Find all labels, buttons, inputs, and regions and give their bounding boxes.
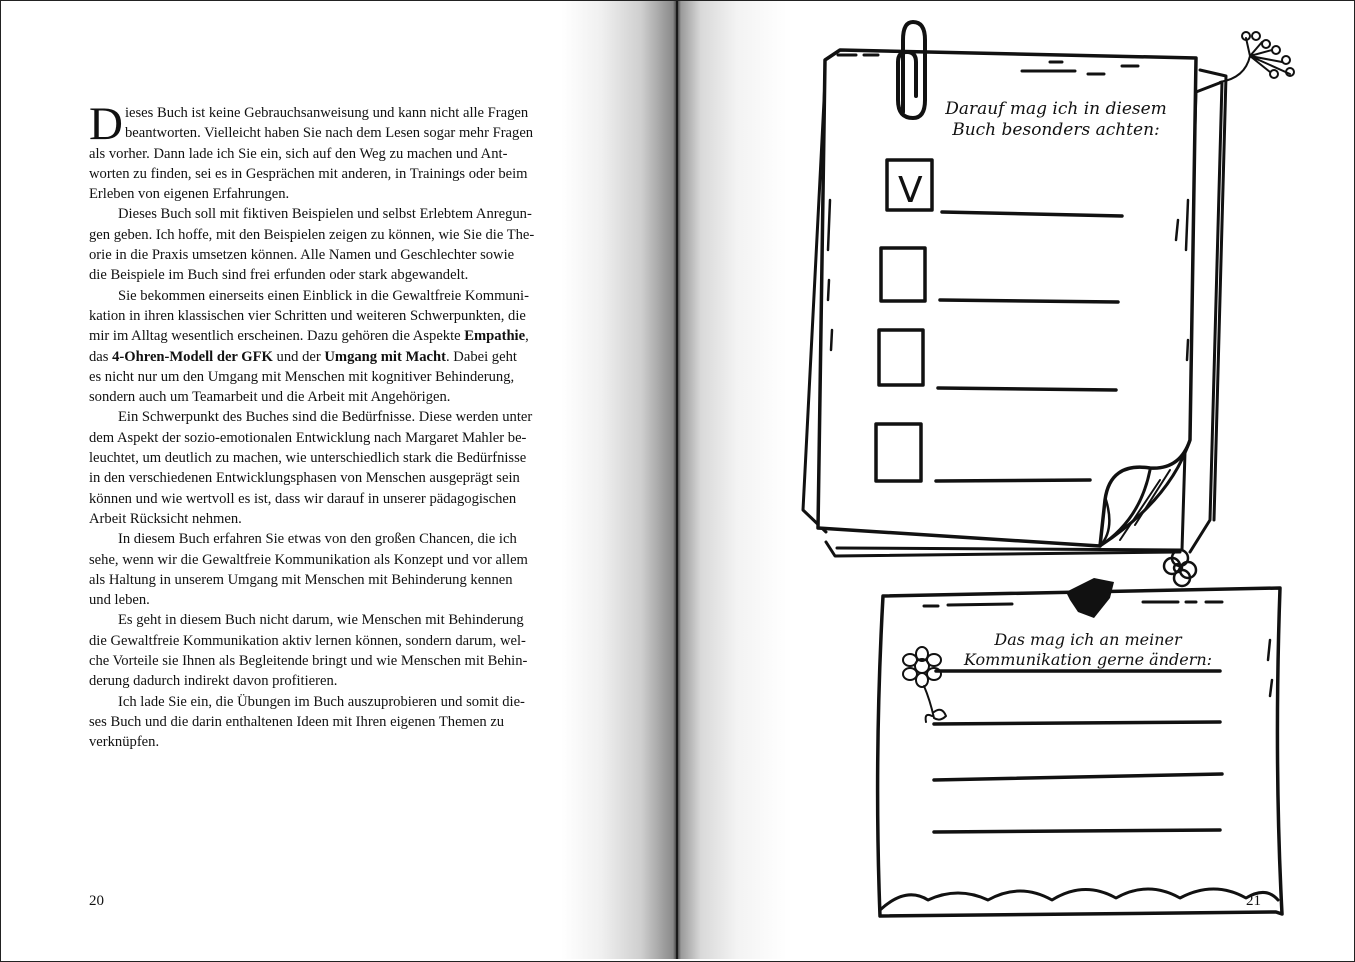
checklist-title-1: Darauf mag ich in diesem — [945, 99, 1167, 119]
drop-cap: D — [89, 98, 123, 150]
note-title-2: Kommunikation gerne ändern: — [963, 650, 1213, 669]
bold-term: Empathie — [464, 328, 526, 345]
bold-term: Umgang mit Macht — [324, 348, 446, 365]
paragraph: In diesem Buch erfahren Sie etwas von den großen Chancen, die ich sehe, wenn wir die Gewaltfreie Kommunikation als Konzept und vor allem als Haltung in unserem Umgang mit Menschen mit Behinderung kennen und leben. — [89, 531, 528, 609]
paragraph: Ich lade Sie ein, die Übungen im Buch auszuprobieren und somit die- ses Buch und die darin enthaltenen Ideen mit Ihren eigenen Themen zu verknüpfen. — [89, 693, 525, 751]
checklist-title-2: Buch besonders achten: — [952, 120, 1160, 140]
paragraph: Dieses Buch soll mit fiktiven Beispielen und selbst Erlebtem Anregun- gen geben. Ich hoffe, mit den Beispielen zeigen zu können, wie Sie die The- orie in die Praxis umsetzen können. Alle Namen und Geschlechter sowie die Beispiele im Buch sind frei erfunden oder stark abgewandelt. — [89, 206, 535, 284]
paragraph: Dieses Buch ist keine Gebrauchsanweisung und kann nicht alle Fragen beantworten. Vielleicht haben Sie nach dem Lesen sogar mehr Fragen als vorher. Dann lade ich Sie ein, sich auf den Weg zu machen und Ant- worten zu finden, sei es in Gesprächen mit anderen, in Trainings oder beim Erleben von eigenen Erfahrungen. — [89, 98, 534, 203]
check-mark: V — [898, 170, 923, 211]
paragraph: Sie bekommen einerseits einen Einblick in die Gewaltfreie Kommuni- kation in ihren klassischen vier Schritten und weiteren Schwerpunkten, die mir im Alltag wesentlich erscheinen. Dazu gehören die Aspekte Empathie, das 4-Ohren-Modell der GFK und der Umgang mit Macht. Dabei geht es nicht nur um den Umgang mit Menschen mit kognitiver Behinderung, sondern auch um Teamarbeit und die Arbeit mit Angehörigen. — [89, 287, 529, 406]
paragraph: Ein Schwerpunkt des Buches sind die Bedürfnisse. Diese werden unter dem Aspekt der sozio-emotionalen Entwicklung nach Margaret Mahler be- leuchtet, um deutlich zu machen, wie unterschiedlich stark die Bedürfnisse in den verschiedenen Entwicklungsphasen von Menschen ausgeprägt sein können und wie wertvoll es ist, dass wir darauf in unserer pädagogischen Arbeit Rücksicht nehmen. — [89, 409, 533, 527]
bold-term: 4-Ohren-Modell der GFK — [112, 348, 273, 365]
page-number-left: 20 — [89, 893, 104, 909]
note-title-1: Das mag ich an meiner — [994, 630, 1182, 649]
page-number-right: 21 — [1246, 893, 1261, 909]
paragraph: Es geht in diesem Buch nicht darum, wie Menschen mit Behinderung die Gewaltfreie Kommunikation aktiv lernen können, sondern darum, wel- che Vorteile sie Ihnen als Begleitende bringt und wie Menschen mit Behin- derung dadurch indirekt davon profitieren. — [89, 612, 528, 690]
